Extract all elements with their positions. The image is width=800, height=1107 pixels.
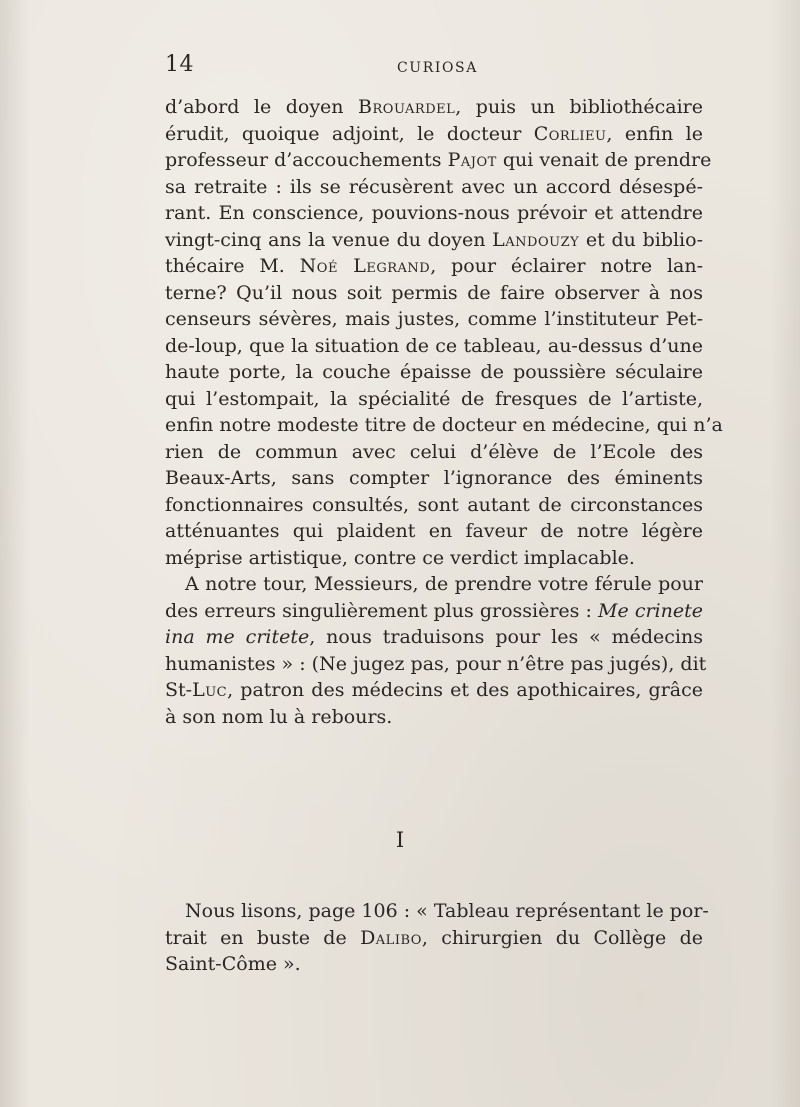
small-caps-name: Landouzy [492, 228, 580, 251]
text-line [165, 651, 707, 678]
text-line [165, 227, 703, 254]
text-line [165, 598, 703, 625]
text-run: , nous traduisons pour les « médecins [309, 626, 703, 648]
text-run: des erreurs singulièrement plus grossières : [165, 599, 599, 622]
page-number: 14 [165, 52, 194, 77]
text-run: Saint-Côme ». [165, 953, 301, 975]
text-line [165, 147, 712, 174]
text-run: , pour éclairer notre lan- [430, 255, 704, 277]
running-head: CURIOSA [397, 60, 478, 76]
text-run: méprise artistique, contre ce verdict implacable. [165, 546, 635, 569]
text-line [165, 677, 703, 704]
text-run: , puis un bibliothécaire [455, 96, 703, 118]
text-run: terne? Qu’il nous soit permis de faire observer à nos [165, 281, 703, 304]
text-line [165, 624, 703, 651]
paragraph-1 [165, 94, 723, 571]
text-run: à son nom lu à rebours. [165, 705, 393, 728]
text-run: qui venait de prendre [496, 149, 712, 171]
text-run: et du biblio- [579, 228, 703, 251]
text-line [165, 951, 703, 978]
text-run: thécaire M. [165, 255, 300, 277]
text-line [165, 121, 703, 148]
text-line [165, 359, 703, 386]
text-run: , patron des médecins et des apothicaires, grâce [227, 679, 703, 701]
text-line [165, 518, 703, 545]
section-numeral: I [395, 828, 405, 852]
paragraph-3 [165, 898, 709, 978]
section-text [165, 898, 709, 978]
text-line [165, 492, 703, 519]
text-run: censeurs sévères, mais justes, comme l’instituteur Pet- [165, 308, 703, 330]
text-line [165, 545, 703, 572]
text-run: fonctionnaires consultés, sont autant de circonstances [165, 493, 703, 516]
text-run: Beaux-Arts, sans compter l’ignorance des éminents [165, 467, 703, 489]
text-run: enfin notre modeste titre de docteur en médecine, qui n’a [165, 414, 723, 436]
small-caps-name: Noé Legrand [299, 255, 431, 277]
italic-phrase: Me crinete [598, 599, 703, 622]
text-line [165, 571, 703, 598]
text-run: A notre tour, Messieurs, de prendre votre férule pour [185, 573, 703, 595]
text-line [165, 412, 723, 439]
text-line [165, 898, 709, 925]
text-line [165, 174, 703, 201]
text-run: rant. En conscience, pouvions-nous prévoir et attendre [165, 202, 703, 224]
text-run: atténuantes qui plaident en faveur de notre légère [165, 520, 703, 542]
text-run: trait en buste de [165, 926, 361, 949]
italic-phrase: ina me critete [165, 626, 310, 648]
paragraph-2 [165, 571, 707, 730]
text-run: professeur d’accouchements [165, 149, 448, 171]
text-line [165, 704, 703, 731]
text-line [165, 94, 703, 121]
text-run: humanistes » : (Ne jugez pas, pour n’être pas jugés), dit [165, 652, 707, 675]
text-line [165, 333, 703, 360]
small-caps-name: Brouardel [358, 96, 456, 118]
text-run: qui l’estompait, la spécialité de fresques de l’artiste, [165, 387, 703, 410]
text-line [165, 306, 703, 333]
text-line [165, 253, 703, 280]
small-caps-name: Pajot [447, 149, 497, 171]
text-run: St- [165, 679, 193, 701]
text-run: , enfin le [606, 122, 703, 145]
text-line [165, 280, 703, 307]
page-header [165, 52, 715, 82]
text-run: érudit, quoique adjoint, le docteur [165, 122, 534, 145]
text-run: vingt-cinq ans la venue du doyen [165, 228, 493, 251]
text-line [165, 200, 703, 227]
text-run: Nous lisons, page 106 : « Tableau représentant le por- [185, 900, 709, 922]
small-caps-name: Luc [192, 679, 228, 701]
small-caps-name: Corlieu [533, 122, 607, 145]
text-run: de-loup, que la situation de ce tableau, au-dessus d’une [165, 334, 703, 357]
text-run: d’abord le doyen [165, 96, 359, 118]
text-line [165, 465, 703, 492]
text-line [165, 925, 703, 952]
small-caps-name: Dalibo [360, 926, 422, 949]
text-run: sa retraite : ils se récusèrent avec un accord désespé- [165, 175, 703, 198]
main-text [165, 94, 723, 730]
text-run: rien de commun avec celui d’élève de l’Ecole des [165, 440, 703, 463]
text-run: , chirurgien du Collège de [421, 926, 703, 949]
text-line [165, 386, 703, 413]
text-run: haute porte, la couche épaisse de poussière séculaire [165, 361, 703, 383]
text-line [165, 439, 703, 466]
